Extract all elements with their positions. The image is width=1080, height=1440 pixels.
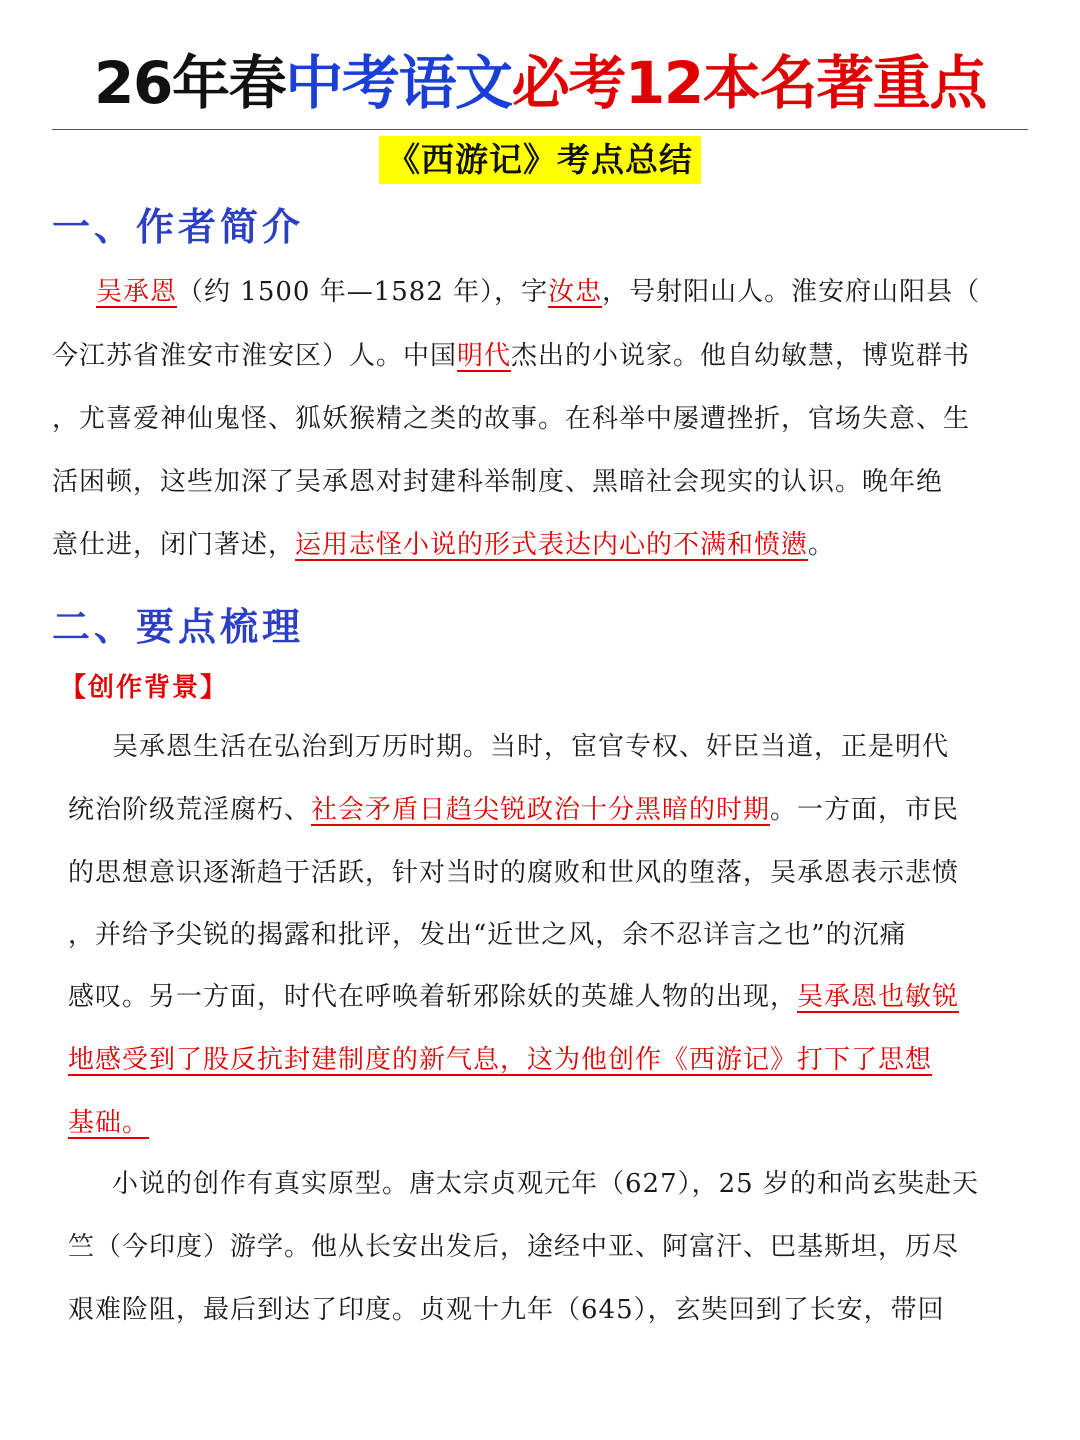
text-run: 活困顿，这些加深了吴承恩对封建科举制度、黑暗社会现实的认识。晚年绝 (52, 467, 944, 497)
text-run: 竺（今印度）游学。他从长安出发后，途经中亚、阿富汗、巴基斯坦，历尽 (68, 1232, 960, 1262)
text-run: 今江苏省淮安市淮安区）人。中国 (52, 341, 458, 371)
section-heading-key-points: 二、要点梳理 (52, 605, 305, 649)
paragraph-line (52, 525, 835, 565)
document-title (0, 48, 1080, 118)
title-part-year: 26年春 (94, 49, 286, 117)
document-subtitle: 《西游记》考点总结 (379, 136, 701, 184)
paragraph-line (52, 399, 970, 439)
highlight-dynasty: 明代 (457, 341, 512, 371)
title-part-topic: 必考12本名著重点 (511, 49, 986, 117)
text-run: 感叹。另一方面，时代在呼唤着斩邪除妖的英雄人物的出现， (68, 982, 798, 1012)
text-run: 杰出的小说家。他自幼敏慧，博览群书 (511, 341, 971, 371)
paragraph-line (68, 1290, 945, 1330)
text-run: ，号射阳山人。淮安府山阳县（ (602, 277, 981, 307)
paragraph-line (68, 1227, 959, 1267)
paragraph-line (68, 1103, 149, 1143)
text-run: 统治阶级荒淫腐朽、 (68, 795, 312, 825)
highlight-inspiration-end: 基础。 (68, 1108, 150, 1138)
paragraph-line (68, 977, 959, 1017)
text-run: ，尤喜爱神仙鬼怪、狐妖猴精之类的故事。在科举中屡遭挫折，官场失意、生 (52, 404, 971, 434)
paragraph-line (68, 853, 959, 893)
text-run: 意仕进，闭门著述， (52, 530, 296, 560)
paragraph-line (112, 727, 949, 767)
text-run: 的思想意识逐渐趋于活跃，针对当时的腐败和世风的堕落，吴承恩表示悲愤 (68, 858, 960, 888)
paragraph-line (52, 336, 970, 376)
paragraph-line (68, 1040, 932, 1080)
highlight-author-name: 吴承恩 (96, 277, 178, 307)
text-run: （约 1500 年—1582 年），字 (177, 277, 549, 307)
section-heading-author: 一、作者简介 (52, 205, 305, 249)
text-run: ，并给予尖锐的揭露和批评，发出“近世之风，余不忍详言之也”的沉痛 (68, 920, 907, 950)
paragraph-line (68, 790, 959, 830)
highlight-inspiration-cont: 地感受到了股反抗封建制度的新气息，这为他创作《西游记》打下了思想 (68, 1045, 933, 1075)
highlight-courtesy-name: 汝忠 (548, 277, 603, 307)
paragraph-line (52, 462, 943, 502)
text-run: 。一方面，市民 (770, 795, 960, 825)
highlight-inspiration: 吴承恩也敏锐 (797, 982, 960, 1012)
paragraph-line (68, 915, 907, 955)
title-divider (52, 129, 1028, 130)
highlight-social-conflict: 社会矛盾日趋尖锐政治十分黑暗的时期 (311, 795, 771, 825)
text-run: 艰难险阻，最后到达了印度。贞观十九年（645），玄奘回到了长安，带回 (68, 1295, 945, 1325)
text-run: 。 (808, 530, 836, 560)
sub-heading-background: 【创作背景】 (60, 673, 229, 703)
text-run: 小说的创作有真实原型。唐太宗贞观元年（627），25 岁的和尚玄奘赴天 (112, 1169, 979, 1199)
paragraph-line (96, 272, 980, 312)
text-run: 吴承恩生活在弘治到万历时期。当时，宦官专权、奸臣当道，正是明代 (112, 732, 950, 762)
paragraph-line (112, 1164, 979, 1204)
title-part-subject: 中考语文 (285, 49, 512, 117)
highlight-key-point: 运用志怪小说的形式表达内心的不满和愤懑 (295, 530, 809, 560)
